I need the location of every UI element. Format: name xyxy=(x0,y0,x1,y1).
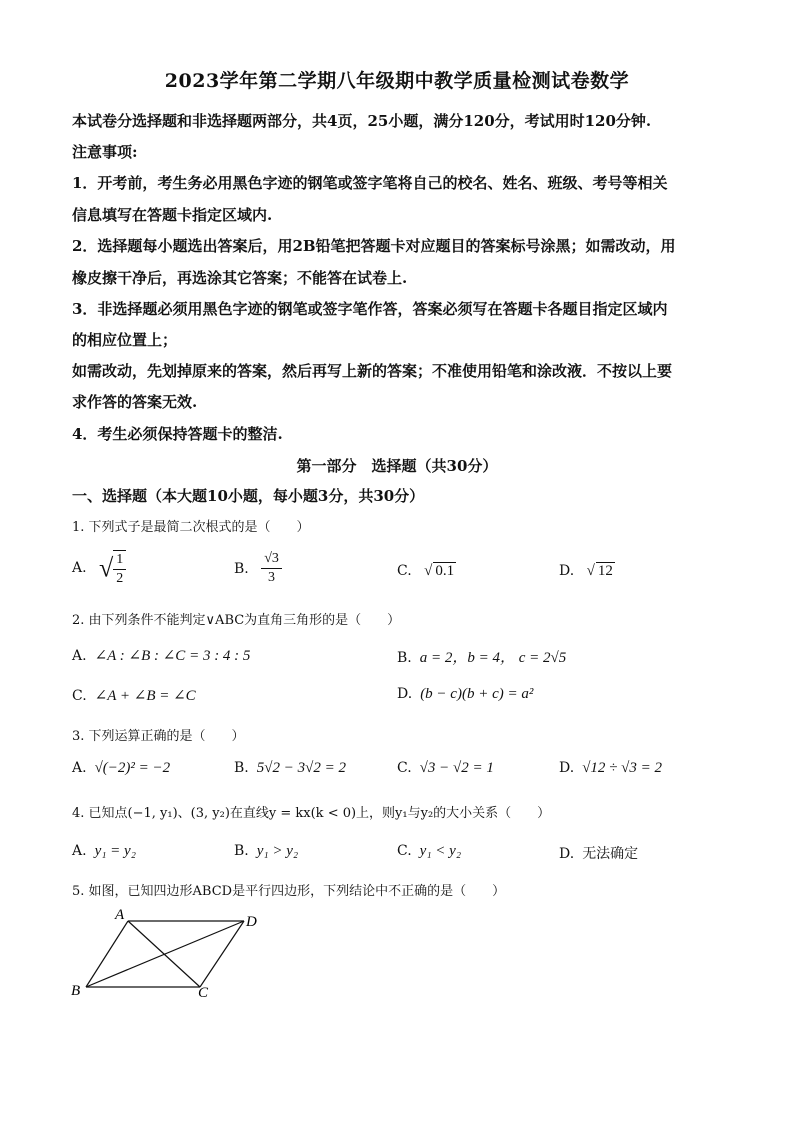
vertex-label-a: A xyxy=(115,907,125,923)
note-line: 橡皮擦干净后，再选涂其它答案；不能答在试卷上. xyxy=(72,269,408,287)
q4-option-b xyxy=(234,843,298,860)
option-label: C. xyxy=(72,688,87,704)
vertex-label-d: D xyxy=(246,914,257,930)
q1-d-radicand: 12 xyxy=(597,563,613,579)
q2-option-c xyxy=(72,686,196,705)
option-label: B. xyxy=(234,843,249,859)
option-label: D. xyxy=(559,563,575,579)
q1-a-expr: √ $\frac{1}{2}$ xyxy=(99,560,126,576)
option-label: D. xyxy=(397,686,413,702)
q3-option-c xyxy=(397,760,494,777)
question-2-stem: 2. 由下列条件不能判定∨ABC为直角三角形的是（ ） xyxy=(72,613,401,628)
q2-a-expr: ∠A : ∠B : ∠C = 3 : 4 : 5 xyxy=(94,648,251,664)
q1-option-b xyxy=(234,550,282,587)
note-line: 求作答的答案无效. xyxy=(72,393,198,411)
q3-c-expr: √3 − √2 = 1 xyxy=(419,760,494,776)
option-label: B. xyxy=(234,760,249,776)
note-line: 如需改动，先划掉原来的答案，然后再写上新的答案；不准使用铅笔和涂改液．不按以上要 xyxy=(72,362,673,380)
q2-option-a xyxy=(72,646,250,665)
option-label: C. xyxy=(397,563,412,579)
note-line: 4．考生必须保持答题卡的整洁. xyxy=(72,425,283,443)
q2-b-expr: a = 2，b = 4， c = 2√5 xyxy=(419,650,567,666)
q1-b-numerator: √3 xyxy=(261,550,282,569)
q1-a-numerator: 1 xyxy=(113,551,126,570)
note-line: 信息填写在答题卡指定区域内. xyxy=(72,206,273,224)
note-line: 3．非选择题必须用黑色字迹的钢笔或签字笔作答，答案必须写在答题卡各题目指定区域内 xyxy=(72,300,668,318)
option-label: D. xyxy=(559,760,575,776)
q4-c-expr: y₁ < y₂ xyxy=(419,843,462,859)
q1-option-c: C. √ 0.1 xyxy=(397,563,455,579)
q3-a-expr: √(−2)² = −2 xyxy=(94,760,171,776)
question-1-stem: 1. 下列式子是最简二次根式的是（ ） xyxy=(72,520,310,535)
option-label: B. xyxy=(234,560,249,577)
q1-c-radicand: 0.1 xyxy=(435,563,455,579)
q3-option-d xyxy=(559,760,662,777)
vertex-label-b: B xyxy=(71,983,81,999)
q1-option-d: D. √ 12 xyxy=(559,563,613,579)
vertex-label-c: C xyxy=(198,985,209,1001)
q4-option-a xyxy=(72,843,136,860)
question-3-stem: 3. 下列运算正确的是（ ） xyxy=(72,729,245,744)
diagonal-bd xyxy=(86,921,244,987)
notes-heading: 注意事项: xyxy=(72,143,138,161)
option-label: A. xyxy=(72,648,87,664)
q4-a-expr: y₁ = y₂ xyxy=(94,843,136,859)
note-line: 的相应位置上； xyxy=(72,331,178,349)
q4-option-c xyxy=(397,843,461,860)
side-ab xyxy=(86,921,128,987)
side-dc xyxy=(200,921,244,987)
question-4-stem: 4. 已知点(−1, y₁)、(3, y₂)在直线y = kx(k < 0)上，则y₁与y₂的大小关系（ ） xyxy=(72,806,551,821)
q2-d-expr: (b − c)(b + c) = a² xyxy=(420,686,534,702)
note-line: 2．选择题每小题选出答案后，用2B铅笔把答题卡对应题目的答案标号涂黑；如需改动，用 xyxy=(72,237,676,255)
parallelogram-figure xyxy=(66,905,276,1005)
section-title: 第一部分 选择题（共30分） xyxy=(296,457,498,475)
exam-intro: 本试卷分选择题和非选择题两部分，共4页，25小题，满分120分，考试用时120分钟. xyxy=(72,112,652,130)
q1-option-a xyxy=(72,550,126,588)
option-label: D. xyxy=(559,846,575,862)
q1-b-expr xyxy=(261,550,282,587)
exam-title: 2023学年第二学期八年级期中教学质量检测试卷数学 xyxy=(164,70,630,92)
option-label: B. xyxy=(397,650,412,666)
option-label: A. xyxy=(72,760,87,776)
option-label: A. xyxy=(72,560,87,577)
note-line: 1．开考前，考生务必用黑色字迹的钢笔或签字笔将自己的校名、姓名、班级、考号等相关 xyxy=(72,174,668,192)
q3-d-expr: √12 ÷ √3 = 2 xyxy=(582,760,663,776)
q1-a-denominator: 2 xyxy=(116,571,124,586)
q3-b-expr: 5√2 − 3√2 = 2 xyxy=(256,760,346,776)
q2-c-expr: ∠A + ∠B = ∠C xyxy=(94,688,196,704)
q2-option-d xyxy=(397,686,533,703)
q3-option-a xyxy=(72,760,170,777)
option-label: A. xyxy=(72,843,87,859)
q4-option-d xyxy=(559,843,638,863)
q2-option-b xyxy=(397,646,566,667)
part-heading: 一、选择题（本大题10小题，每小题3分，共30分） xyxy=(72,487,425,505)
q3-option-b xyxy=(234,760,346,777)
q1-b-denominator: 3 xyxy=(268,570,276,585)
option-label: C. xyxy=(397,843,412,859)
question-5-stem: 5. 如图，已知四边形ABCD是平行四边形，下列结论中不正确的是（ ） xyxy=(72,884,506,899)
q4-d-expr: 无法确定 xyxy=(582,846,639,862)
option-label: C. xyxy=(397,760,412,776)
q4-b-expr: y₁ > y₂ xyxy=(256,843,299,859)
